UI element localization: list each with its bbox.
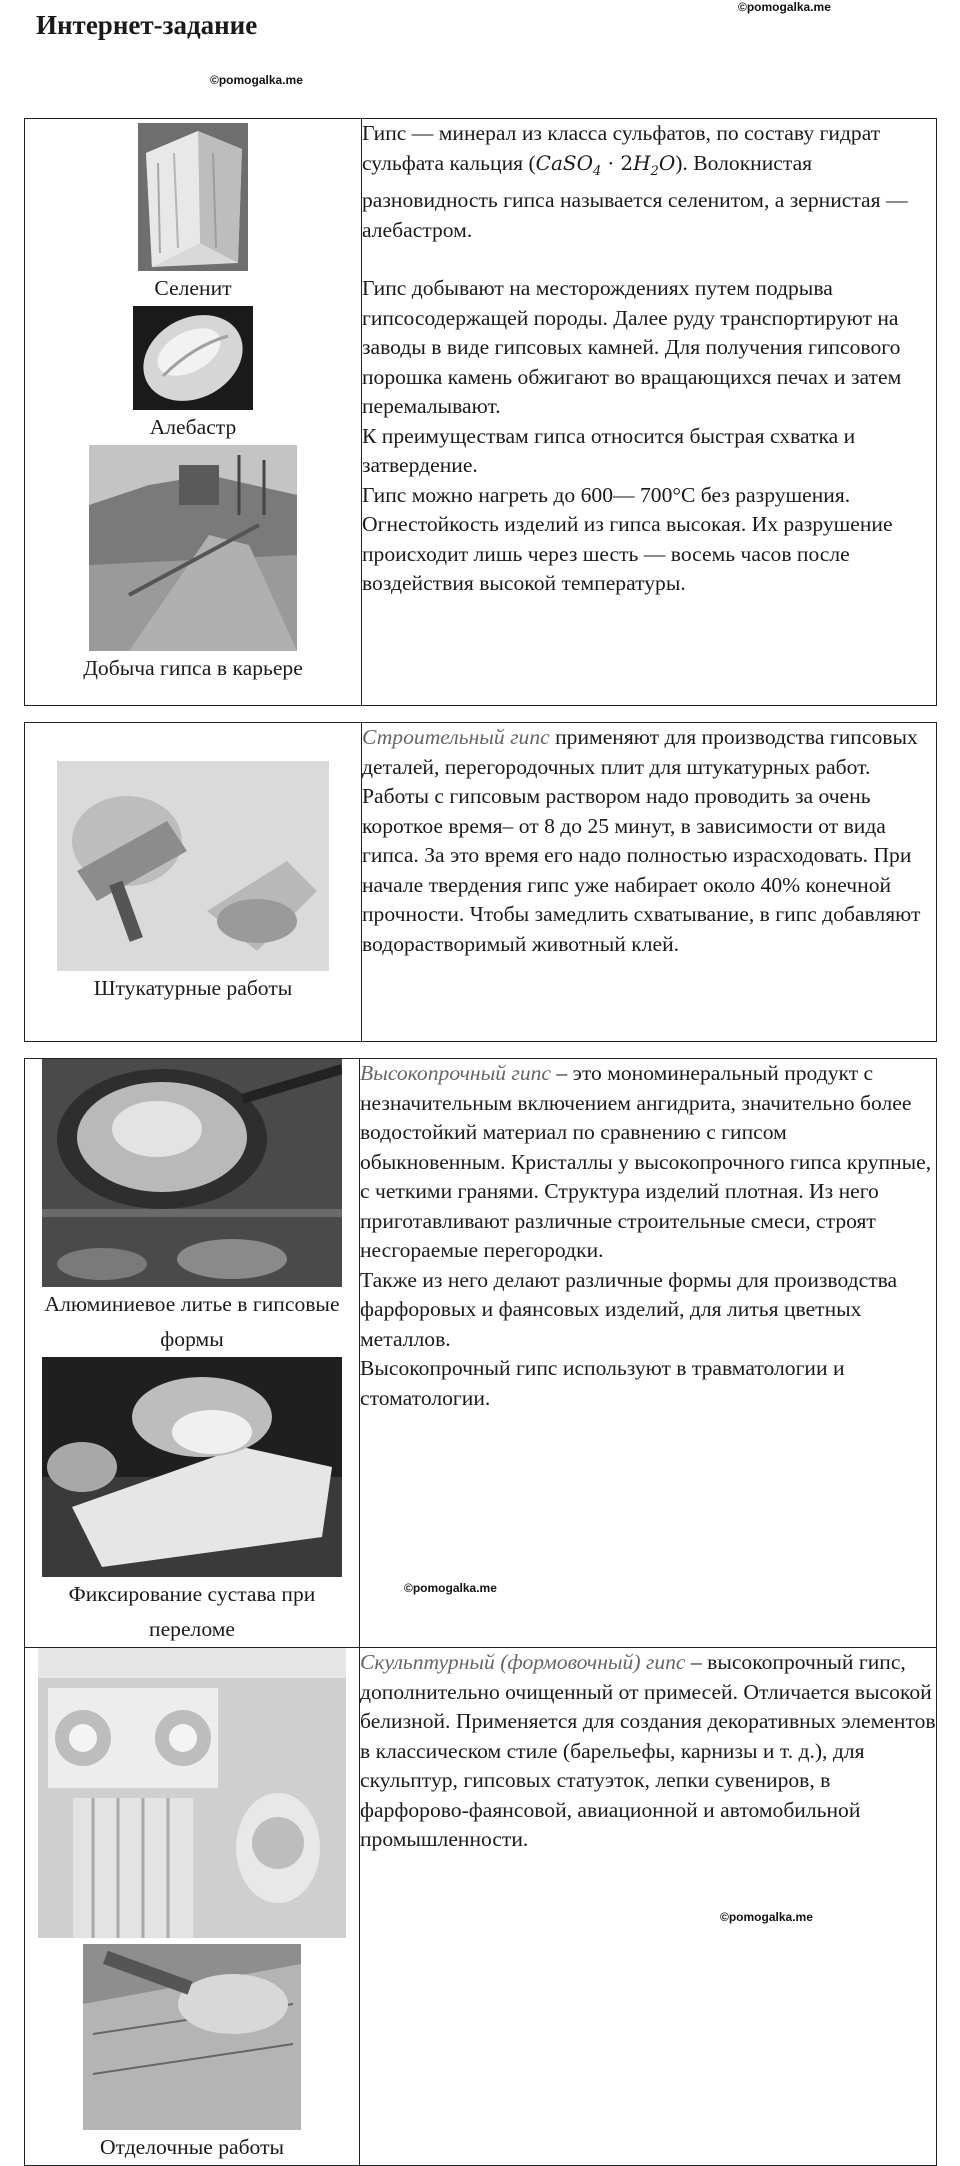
formula	[535, 150, 676, 179]
alabaster-photo	[133, 306, 253, 410]
formula-subscript: 4	[593, 163, 602, 179]
paragraph-molds: Также из него делают различные формы для производства фарфоровых и фаянсовых изделий, для литья цветных металлов.	[360, 1267, 898, 1351]
construction-gypsum-text: применяют для производства гипсовых деталей, перегородочных плит для штукатурных работ. Работы с гипсовым раствором надо проводить за очень короткое время– от 8 до 25 минут, в зависимости от вида гипса. За это время его надо полностью израсходовать. При начале твердения гипс уже набирает около 40% конечной прочности. Чтобы замедлить схватывание, в гипс добавляют водорастворимый животный клей.	[362, 725, 921, 956]
paragraph-sculptural-gypsum	[360, 1648, 936, 1855]
paragraph-definition	[362, 119, 936, 245]
page-title: Интернет-задание	[36, 10, 258, 40]
definition-text-end: ). Волокнистая разновидность гипса называется селенитом, а зернистая — алебастром.	[362, 150, 908, 242]
watermark: ©pomogalka.me	[404, 1581, 497, 1595]
caption-finishing-work: Отделочные работы	[99, 2135, 285, 2159]
high-strength-gypsum-table	[24, 1058, 937, 2166]
caption-joint-fixation: Фиксирование сустава при переломе	[68, 1582, 316, 1641]
paragraph-medicine: Высокопрочный гипс используют в травматологии и стоматологии.	[360, 1356, 845, 1410]
text-column	[360, 1059, 937, 1648]
caption-quarry: Добыча гипса в карьере	[83, 656, 303, 680]
finishing-work-photo	[83, 1944, 301, 2130]
formula-part: O	[658, 150, 676, 175]
term-sculptural-gypsum: Скульптурный (формовочный) гипс	[360, 1650, 686, 1674]
decorative-capital-photo	[38, 1648, 346, 1938]
high-strength-gypsum-text: – это мономинеральный продукт с незначительным включением ангидрита, значительно более водостойкий материал по сравнению с гипсом обыкновенным. Кристаллы у высокопрочного гипса крупные, с четкими гранями. Структура изделий плотная. Из него приготавливают различные строительные смеси, строят несгораемые перегородки.	[360, 1061, 932, 1262]
watermark: ©pomogalka.me	[720, 1910, 813, 1924]
quarry-photo	[89, 445, 297, 651]
watermark: ©pomogalka.me	[738, 0, 831, 14]
caption-plastering: Штукатурные работы	[93, 975, 293, 1000]
text-column	[362, 119, 937, 706]
formula-part: H	[633, 150, 651, 175]
paragraph-advantages: К преимуществам гипса относится быстрая схватка и затвердение.	[362, 423, 856, 477]
definition-text-start: Гипс — минерал из класса сульфатов, по составу гидрат сульфата кальция (	[362, 121, 881, 175]
caption-aluminium-casting: Алюминиевое литье в гипсовые формы	[44, 1292, 340, 1351]
caption-selenite: Селенит	[154, 276, 232, 300]
paragraph-mining: Гипс добывают на месторождениях путем подрыва гипсосодержащей породы. Далее руду транспортируют на заводы в виде гипсовых камней. Для получения гипсового порошка камень обжигают во вращающихся печах и затем перемалывают.	[362, 276, 902, 418]
construction-gypsum-table	[24, 722, 937, 1042]
watermark: ©pomogalka.me	[210, 73, 303, 87]
gypsum-overview-table	[24, 118, 937, 706]
formula-subscript: 2	[650, 163, 659, 179]
formula-part: CaSO	[535, 150, 593, 175]
joint-cast-photo	[42, 1357, 342, 1577]
image-column	[25, 723, 362, 1042]
caption-alabaster: Алебастр	[149, 415, 237, 439]
paragraph-high-strength-gypsum	[360, 1059, 936, 1266]
image-column	[25, 1059, 360, 1648]
paragraph-fire-resistance: Гипс можно нагреть до 600— 700°С без разрушения. Огнестойкость изделий из гипса высокая. Их разрушение происходит лишь через шесть — восемь часов после воздействия высокой температуры.	[362, 482, 893, 595]
paragraph-construction-gypsum	[362, 723, 936, 959]
aluminium-casting-photo	[42, 1059, 342, 1287]
term-high-strength-gypsum: Высокопрочный гипс	[360, 1061, 552, 1085]
sculptural-gypsum-text: – высокопрочный гипс, дополнительно очищенный от примесей. Отличается высокой белизной. Применяется для создания декоративных элементов в классическом стиле (барельефы, карнизы и т. д.), для скульптур, гипсовых статуэток, лепки сувениров, в фарфорово-фаянсовой, авиационной и автомобильной промышленности.	[360, 1650, 936, 1851]
selenite-photo	[138, 123, 248, 271]
plastering-photo	[57, 761, 329, 971]
text-column	[360, 1648, 937, 2166]
text-column	[362, 723, 937, 1042]
image-column	[25, 119, 362, 706]
term-construction-gypsum: Строительный гипс	[362, 725, 550, 749]
image-column	[25, 1648, 360, 2166]
formula-part: · 2	[601, 150, 634, 175]
